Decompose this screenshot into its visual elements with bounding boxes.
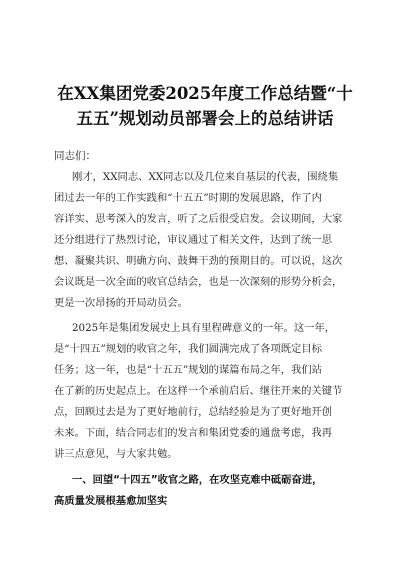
paragraph-2-line: 是“十四五”规划的收官之年，我们圆满完成了各项既定目标	[54, 343, 322, 355]
document-title-line-2: 五五”规划动员部署会上的总结讲话	[76, 109, 334, 128]
paragraph-1-line: 容详实、思考深入的发言，听了之后很受启发。会议期间，大家	[54, 213, 343, 225]
document-title-line-1: 在XX集团党委2025年度工作总结暨“十	[57, 84, 353, 103]
paragraph-2-line: 2025年是集团发展史上具有里程碑意义的一年。这一年，	[72, 322, 336, 334]
salutation: 同志们：	[54, 150, 96, 162]
section-heading-line: 一、回望“十四五”收官之路，在攻坚克难中砥砺奋进，	[72, 474, 323, 486]
paragraph-2-line: 未来。下面，结合同志们的发言和集团党委的通盘考虑，我再	[54, 427, 333, 439]
paragraph-2-line: 在了新的历史起点上。在这样一个承前启后、继往开来的关键节	[54, 385, 343, 397]
paragraph-1-line: 更是一次昂扬的开局动员会。	[54, 297, 188, 309]
paragraph-1-line: 会议既是一次全面的收官总结会，也是一次深刻的形势分析会，	[54, 276, 343, 288]
paragraph-2-line: 点，回顾过去是为了更好地前行，总结经验是为了更好地开创	[54, 406, 333, 418]
paragraph-1-line: 团过去一年的工作实践和“十五五”时期的发展思路，作了内	[54, 192, 322, 204]
paragraph-2-line: 任务；这一年，也是“十五五”规划的谋篇布局之年，我们站	[54, 364, 322, 376]
paragraph-1-line: 刚才，XX同志、XX同志以及几位来自基层的代表，围绕集	[72, 171, 339, 183]
paragraph-1-line: 还分组进行了热烈讨论，审议通过了相关文件，达到了统一思	[54, 234, 333, 246]
paragraph-1-line: 想、凝聚共识、明确方向、鼓舞干劲的预期目的。可以说，这次	[54, 255, 343, 267]
paragraph-2-line: 讲三点意见，与大家共勉。	[54, 448, 178, 460]
section-heading-line: 高质量发展根基愈加坚实	[54, 495, 168, 507]
